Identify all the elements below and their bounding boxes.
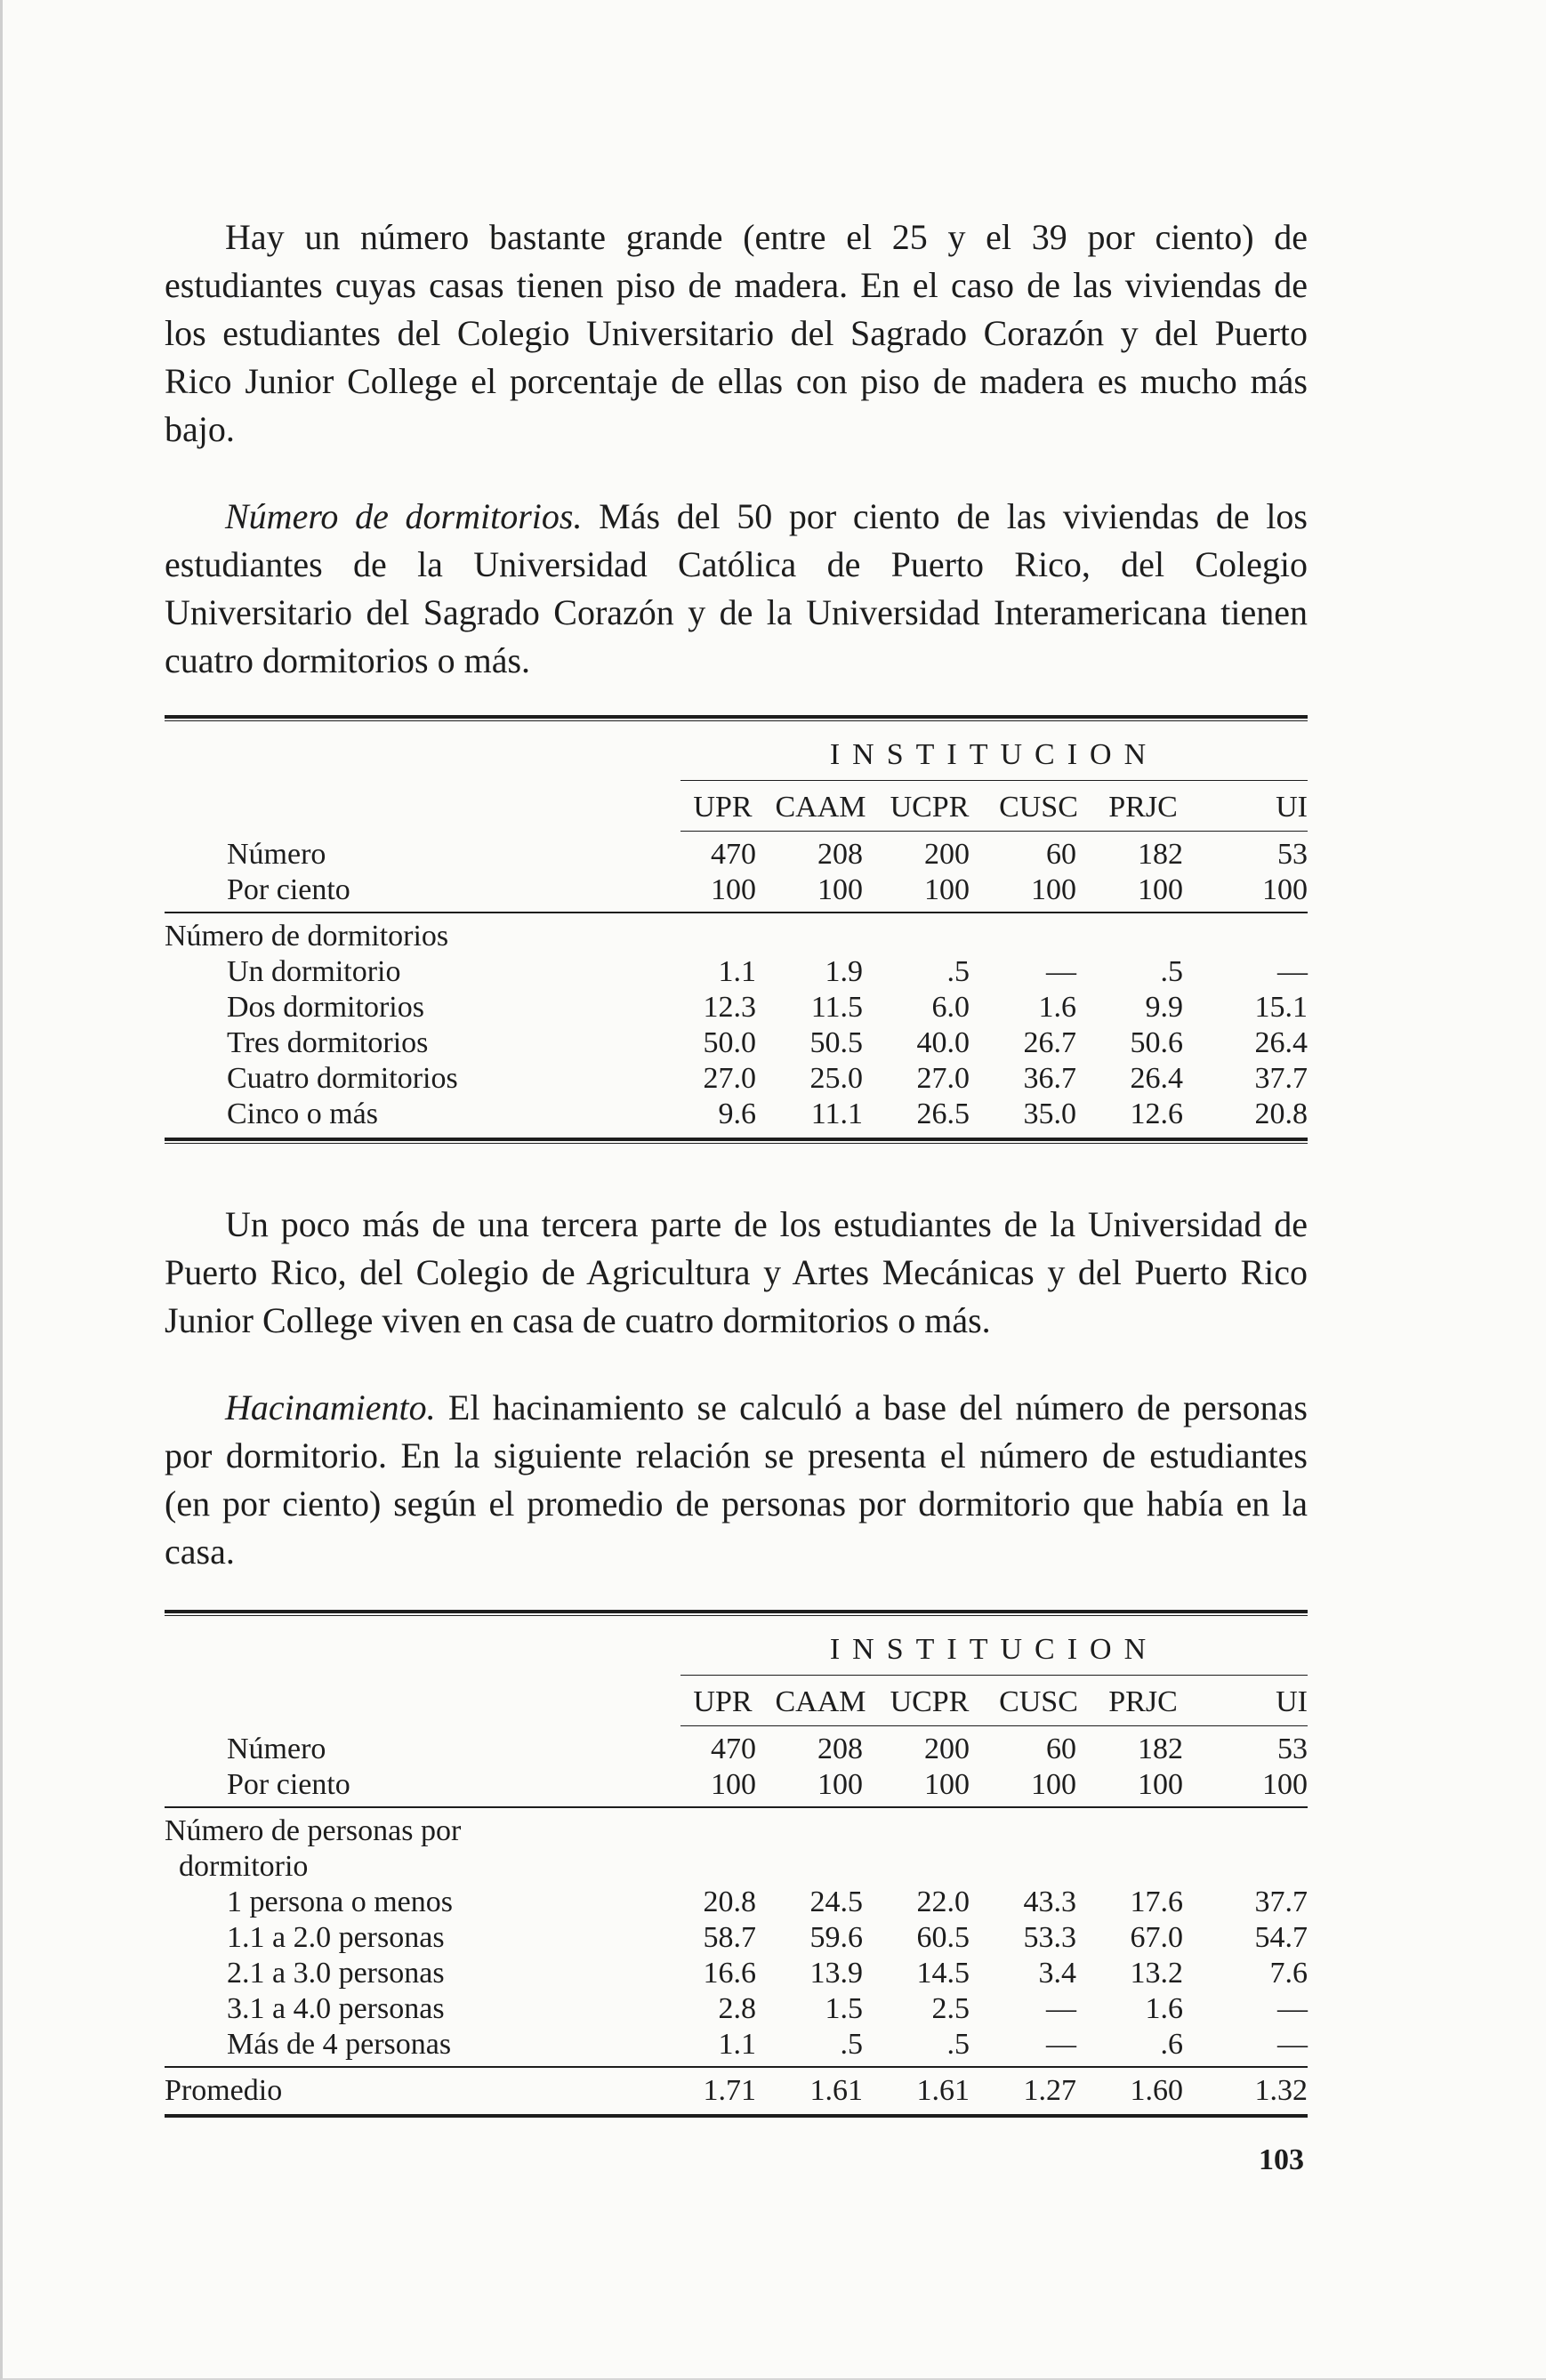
- col-header: CUSC: [999, 791, 1078, 824]
- col-header: UI: [1276, 1685, 1308, 1718]
- col-header: UI: [1276, 791, 1308, 824]
- table-row: Cinco o más 9.6 11.1 26.5 35.0 12.6 20.8: [227, 1098, 1308, 1130]
- group-label: dormitorio: [179, 1850, 309, 1883]
- paragraph-bedrooms: [165, 493, 1308, 685]
- section-heading-bedrooms: Número de dormitorios.: [225, 496, 583, 536]
- institution-header: INSTITUCION: [680, 1632, 1308, 1676]
- paragraph-bedrooms-body: Más del 50 por ciento de las viviendas de los estudiantes de la Universidad Católica de Puerto Rico, del Colegio Universitario del Sagrado Corazón y de la Universidad Interamericana tienen cuatro dormitorios o más.: [165, 496, 1308, 680]
- table-rule: [165, 912, 1308, 913]
- table-row-promedio: Promedio 1.71 1.61 1.61 1.27 1.60 1.32: [165, 2074, 1308, 2107]
- table-row: Número 470 208 200 60 182 53: [227, 838, 1308, 871]
- table-row: Dos dormitorios 12.3 11.5 6.0 1.6 9.9 15.1: [227, 991, 1308, 1024]
- table-row: Tres dormitorios 50.0 50.5 40.0 26.7 50.6 26.4: [227, 1026, 1308, 1059]
- table-rule: [165, 1138, 1308, 1141]
- table-rule: [165, 1610, 1308, 1613]
- table-row: 1 persona o menos 20.8 24.5 22.0 43.3 17.6 37.7: [227, 1886, 1308, 1918]
- paragraph-crowding: [165, 1384, 1308, 1576]
- paragraph-wood-floor: Hay un número bastante grande (entre el 25 y el 39 por ciento) de estudiantes cuyas casas tienen piso de madera. En el caso de las viviendas de los estudiantes del Colegio Universitario del Sagrado Corazón y del Puerto Rico Junior College el porcentaje de ellas con piso de madera es mucho más bajo.: [165, 217, 1308, 449]
- col-header: CUSC: [999, 1685, 1078, 1718]
- table-row: 2.1 a 3.0 personas 16.6 13.9 14.5 3.4 13.2 7.6: [227, 1957, 1308, 1990]
- table-rule: [165, 2066, 1308, 2068]
- col-header: UCPR: [890, 791, 970, 824]
- paragraph-third: Un poco más de una tercera parte de los estudiantes de la Universidad de Puerto Rico, del Colegio de Agricultura y Artes Mecánicas y del Puerto Rico Junior College viven en casa de cuatro dormitorios o más.: [165, 1204, 1308, 1340]
- col-header: CAAM: [775, 791, 866, 824]
- section-heading-crowding: Hacinamiento.: [225, 1387, 436, 1427]
- paragraph-crowding-body: El hacinamiento se calculó a base del número de personas por dormitorio. En la siguiente relación se presenta el número de estudiantes (en por ciento) según el promedio de personas por dormitorio que había en la casa.: [165, 1387, 1308, 1572]
- table-rule: [165, 2114, 1308, 2118]
- table-rule: [165, 1806, 1308, 1808]
- group-label: Número de personas por: [165, 1814, 462, 1847]
- table-row: 3.1 a 4.0 personas 2.8 1.5 2.5 — 1.6 —: [227, 1992, 1308, 2025]
- page-content: [165, 213, 1308, 2118]
- table-rule: [165, 720, 1308, 721]
- col-header: PRJC: [1108, 1685, 1178, 1718]
- table-row: Por ciento 100 100 100 100 100 100: [227, 1768, 1308, 1801]
- table-rule: [165, 715, 1308, 719]
- table-row: Un dormitorio 1.1 1.9 .5 — .5 —: [227, 955, 1308, 988]
- institution-header: INSTITUCION: [680, 737, 1308, 781]
- table-row: Por ciento 100 100 100 100 100 100: [227, 873, 1308, 906]
- table-row: Cuatro dormitorios 27.0 25.0 27.0 36.7 26.4 37.7: [227, 1062, 1308, 1095]
- col-header: UPR: [693, 1685, 753, 1718]
- table-bedrooms: [165, 715, 1308, 1144]
- table-row: Número 470 208 200 60 182 53: [227, 1733, 1308, 1765]
- table-row: 1.1 a 2.0 personas 58.7 59.6 60.5 53.3 67.0 54.7: [227, 1921, 1308, 1954]
- col-header: UPR: [693, 791, 753, 824]
- table-crowding: [165, 1610, 1308, 2118]
- column-headers: [680, 1676, 1308, 1726]
- col-header: CAAM: [775, 1685, 866, 1718]
- column-headers: [680, 781, 1308, 832]
- table-rule: [165, 1615, 1308, 1616]
- col-header: PRJC: [1108, 791, 1178, 824]
- table-row: Más de 4 personas 1.1 .5 .5 — .6 —: [227, 2028, 1308, 2061]
- group-label: Número de dormitorios: [165, 920, 449, 953]
- page-number: 103: [1259, 2143, 1304, 2176]
- col-header: UCPR: [890, 1685, 970, 1718]
